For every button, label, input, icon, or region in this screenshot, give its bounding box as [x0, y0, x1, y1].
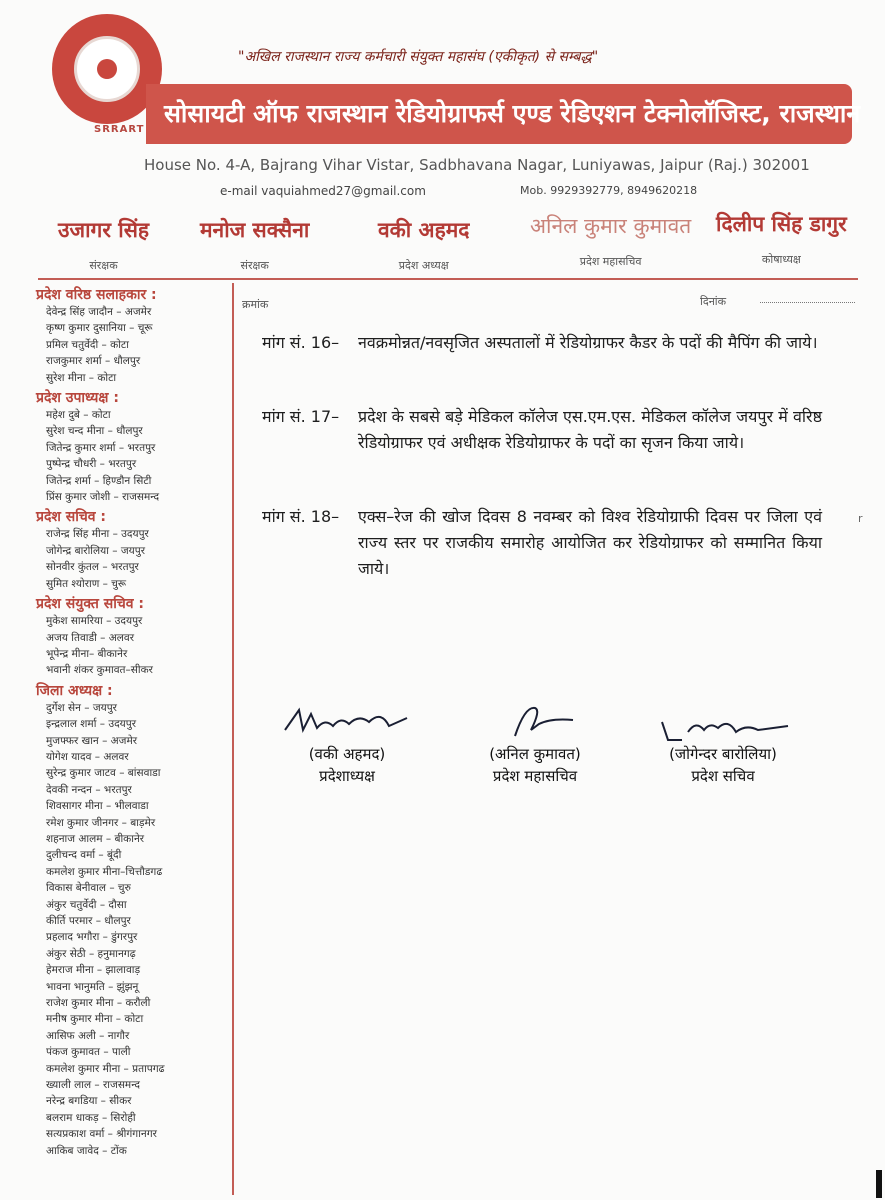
demand-18 — [262, 504, 822, 582]
list-item: योगेश यादव – अलवर — [46, 750, 129, 763]
officer-president — [378, 216, 469, 273]
section-list — [36, 304, 232, 386]
list-item: राजेश कुमार मीना – करौली — [46, 997, 151, 1010]
email-line: e-mail vaquiahmed27@gmail.com — [220, 184, 426, 198]
list-item: महेश दुबे – कोटा — [46, 409, 111, 422]
list-item: बलराम धाकड़ – सिरोही — [46, 1111, 136, 1124]
address-line: House No. 4-A, Bajrang Vihar Vistar, Sadbhavana Nagar, Luniyawas, Jaipur (Raj.) 302001 — [144, 156, 810, 174]
list-item: राजकुमार शर्मा – धौलपुर — [46, 355, 141, 368]
section-list — [36, 700, 232, 1159]
list-item: भूपेन्द्र मीना– बीकानेर — [46, 647, 128, 660]
demand-text: प्रदेश के सबसे बड़े मेडिकल कॉलेज एस.एम.एस. मेडिकल कॉलेज जयपुर में वरिष्ठ रेडियोग्राफर एवं अधीक्षक रेडियोग्राफर के पदों का सृजन किया जाये। — [358, 407, 822, 452]
signature-scribble — [648, 700, 798, 744]
signatory-name: (अनिल कुमावत) — [489, 745, 581, 763]
list-item: शिवसागर मीना – भीलवाडा — [46, 800, 149, 813]
list-item: जितेन्द्र कुमार शर्मा – भरतपुर — [46, 441, 156, 454]
list-item: जोगेन्द्र बारोलिया – जयपुर — [46, 544, 146, 557]
section-list — [36, 613, 232, 679]
list-item: शहनाज आलम – बीकानेर — [46, 832, 145, 845]
list-item: रमेश कुमार जीनगर – बाड़मेर — [46, 816, 156, 829]
radiation-icon — [97, 59, 117, 79]
officer-patron-2 — [200, 216, 309, 273]
logo-emblem — [74, 36, 140, 102]
logo-caption: SRRART — [94, 124, 145, 135]
demand-16 — [262, 330, 822, 356]
officer-name: वकी अहमद — [378, 218, 470, 242]
list-item: भावना भानुमति – झुंझनू — [46, 980, 139, 993]
signatory-name: (जोगेन्दर बारोलिया) — [669, 745, 777, 763]
list-item: पुष्पेन्द्र चौधरी – भरतपुर — [46, 458, 137, 471]
list-item: मनीष कुमार मीना – कोटा — [46, 1013, 144, 1026]
officer-name: मनोज सक्सैना — [200, 218, 310, 242]
list-item: हेमराज मीना – झालावाड़ — [46, 964, 141, 977]
list-item: इन्द्रलाल शर्मा – उदयपुर — [46, 718, 137, 731]
section-title: प्रदेश सचिव : — [36, 509, 107, 526]
list-item: प्रिंस कुमार जोशी – राजसमन्द — [46, 491, 160, 504]
list-item: अंकुर चतुर्वेदी – दौसा — [46, 898, 127, 911]
list-item: देवकी नन्दन – भरतपुर — [46, 783, 132, 796]
list-item: नरेन्द्र बगडिया – सीकर — [46, 1095, 132, 1108]
demand-text: नवक्रमोन्नत/नवसृजित अस्पतालों में रेडियोग्राफर कैडर के पदों की मैपिंग की जाये। — [358, 333, 818, 352]
signatory-president — [262, 700, 432, 786]
list-item: सत्यप्रकाश वर्मा – श्रीगंगानगर — [46, 1128, 157, 1141]
officer-patron-1 — [58, 216, 149, 273]
section-title: प्रदेश वरिष्ठ सलाहकार : — [36, 287, 157, 303]
list-item: कमलेश कुमार मीना – प्रतापगढ — [46, 1062, 165, 1075]
list-item: दुलीचन्द वर्मा – बूंदी — [46, 849, 122, 862]
officer-role: कोषाध्यक्ष — [761, 253, 801, 266]
signatory-role: प्रदेश सचिव — [691, 767, 755, 785]
list-item: पंकज कुमावत – पाली — [46, 1046, 131, 1059]
signature-scribble — [475, 700, 595, 744]
officer-role: संरक्षक — [89, 259, 118, 272]
margin-mark: r — [858, 512, 863, 525]
section-list — [36, 407, 232, 505]
signatory-secretary — [638, 700, 808, 786]
list-item: आसिफ अली – नागौर — [46, 1029, 130, 1042]
officer-treasurer — [716, 210, 847, 267]
list-item: कीर्ति परमार – धौलपुर — [46, 915, 131, 927]
date-line — [760, 302, 855, 303]
list-item: अजय तिवाडी – अलवर — [46, 631, 135, 644]
list-item: विकास बेनीवाल – चुरु — [46, 882, 131, 895]
officer-name: दिलीप सिंह डागुर — [716, 212, 847, 236]
list-item: देवेन्द्र सिंह जादौन – अजमेर — [46, 306, 152, 318]
list-item: कृष्ण कुमार दुसानिया – चूरू — [46, 322, 153, 335]
section-list — [36, 526, 232, 592]
officer-role: संरक्षक — [240, 259, 269, 272]
list-item: मुकेश सामरिया – उदयपुर — [46, 615, 143, 628]
list-item: जितेन्द्र शर्मा – हिण्डौन सिटी — [46, 474, 152, 487]
list-item: राजेन्द्र सिंह मीना – उदयपुर — [46, 528, 149, 541]
members-sidebar — [36, 283, 234, 1195]
list-item: सुरेन्द्र कुमार जाटव – बांसवाडा — [46, 767, 161, 780]
signatory-role: प्रदेशाध्यक्ष — [319, 767, 375, 785]
section-title: प्रदेश उपाध्यक्ष : — [36, 390, 119, 407]
demand-number: मांग सं. 16– — [262, 333, 340, 352]
list-item: सुरेश चन्द मीना – धौलपुर — [46, 425, 143, 438]
society-title: सोसायटी ऑफ राजस्थान रेडियोग्राफर्स एण्ड रेडिएशन टेक्नोलॉजिस्ट, राजस्थान — [164, 99, 861, 128]
demand-number: मांग सं. 18– — [262, 507, 340, 526]
section-title: जिला अध्यक्ष : — [36, 682, 113, 699]
signature-scribble — [277, 700, 417, 744]
signatory-general-secretary — [450, 700, 620, 786]
list-item: सुमित श्योराण – चुरू — [46, 577, 127, 590]
signatory-role: प्रदेश महासचिव — [492, 767, 578, 785]
header-divider — [38, 278, 858, 280]
list-item: आकिब जावेद – टोंक — [46, 1144, 127, 1157]
list-item: प्रमिल चतुर्वेदी – कोटा — [46, 338, 129, 351]
officer-general-secretary — [530, 212, 691, 269]
scan-edge — [876, 1170, 882, 1198]
list-item: अंकुर सेठी – हनुमानगढ़ — [46, 947, 136, 960]
list-item: ख्याली लाल – राजसमन्द — [46, 1079, 141, 1092]
demand-text: एक्स–रेज की खोज दिवस 8 नवम्बर को विश्व रेडियोग्राफी दिवस पर जिला एवं राज्य स्तर पर राजकीय समारोह आयोजित कर रेडियोग्राफर को सम्मानित किया जाये। — [358, 507, 822, 578]
section-title: प्रदेश संयुक्त सचिव : — [36, 596, 144, 613]
list-item: मुजफ्फर खान – अजमेर — [46, 734, 138, 747]
mobile-line: Mob. 9929392779, 8949620218 — [520, 184, 698, 197]
title-banner — [146, 84, 861, 144]
list-item: प्रहलाद भगौरा – डुंगरपुर — [46, 931, 138, 944]
demand-number: मांग सं. 17– — [262, 407, 340, 426]
list-item: दुर्गेश सेन – जयपुर — [46, 701, 117, 714]
list-item: भवानी शंकर कुमावत–सीकर — [46, 664, 153, 677]
signatory-name: (वकी अहमद) — [308, 745, 386, 763]
date-label: दिनांक — [700, 295, 727, 308]
list-item: कमलेश कुमार मीना–चित्तौडगढ — [46, 865, 163, 878]
demand-17 — [262, 404, 822, 456]
affiliation-line: "अखिल राजस्थान राज्य कर्मचारी संयुक्त महासंघ (एकीकृत) से सम्बद्ध" — [238, 49, 599, 65]
list-item: सोनवीर कुंतल – भरतपुर — [46, 561, 139, 574]
list-item: सुरेश मीना – कोटा — [46, 371, 117, 384]
officer-role: प्रदेश महासचिव — [579, 255, 642, 268]
reference-label: क्रमांक — [242, 298, 269, 311]
officer-name: अनिल कुमार कुमावत — [530, 214, 692, 238]
officer-name: उजागर सिंह — [58, 218, 150, 242]
officer-role: प्रदेश अध्यक्ष — [398, 259, 449, 272]
